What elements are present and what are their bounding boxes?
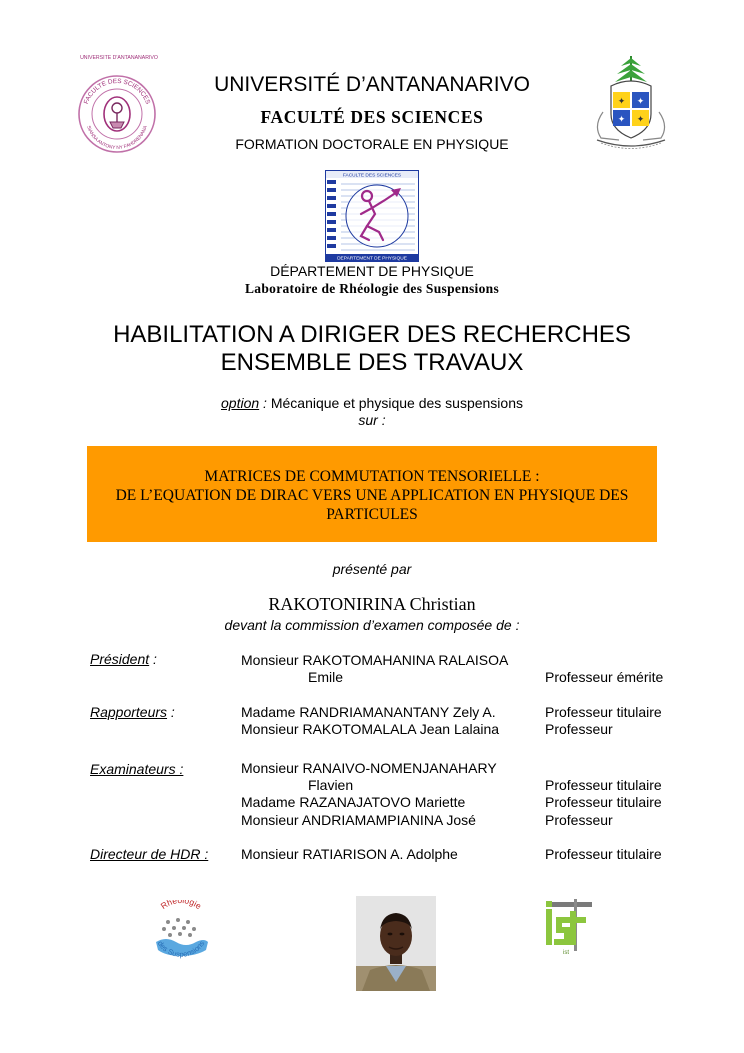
presented-by: présenté par xyxy=(332,561,412,577)
rapporteurs-label xyxy=(90,704,175,721)
president-name-line1: Monsieur RAKOTOMAHANINA RALAISOA xyxy=(241,652,509,668)
ist-label: ist xyxy=(563,950,569,955)
examinateur2-title: Professeur titulaire xyxy=(545,794,662,810)
directeur-title: Professeur titulaire xyxy=(545,846,662,862)
examinateur1-name-line1: Monsieur RANAIVO-NOMENJANAHARY xyxy=(241,760,497,776)
option-label: option xyxy=(221,395,260,411)
examinateur3-title: Professeur xyxy=(545,812,613,828)
examinateur2-name: Madame RAZANAJATOVO Mariette xyxy=(241,794,466,810)
sur-label: sur : xyxy=(358,412,386,428)
examinateur3-name: Monsieur ANDRIAMAMPIANINA José xyxy=(241,812,476,828)
thesis-title xyxy=(87,467,657,524)
department-name: DÉPARTEMENT DE PHYSIQUE xyxy=(270,263,474,279)
svg-text:✦: ✦ xyxy=(617,114,626,124)
rheologie-bottom-text: des Suspensions xyxy=(155,939,207,959)
svg-text:✦: ✦ xyxy=(617,96,626,106)
examinateur1-title: Professeur titulaire xyxy=(545,777,662,793)
thesis-title-banner xyxy=(87,446,657,542)
svg-text:Rhéologie xyxy=(159,900,204,911)
directeur-label: Directeur de HDR : xyxy=(90,846,209,862)
thesis-heading-line1: HABILITATION A DIRIGER DES RECHERCHES xyxy=(113,321,631,348)
coat-of-arms-logo xyxy=(583,52,679,156)
seal-ring-top-text: FACULTE DES SCIENCES xyxy=(82,77,152,106)
option-value: Mécanique et physique des suspensions xyxy=(270,395,523,411)
department-logo xyxy=(325,170,419,262)
committee-intro: devant la commission d’examen composée de : xyxy=(224,617,520,633)
president-label-text: Président xyxy=(90,651,150,667)
rapporteur1-name: Madame RANDRIAMANANTANY Zely A. xyxy=(241,704,496,720)
president-name-line2: Emile xyxy=(308,669,344,685)
university-name: UNIVERSITÉ D’ANTANANARIVO xyxy=(214,73,530,96)
examinateur1-name-line2: Flavien xyxy=(308,777,354,793)
dept-box-bottom-text: DEPARTEMENT DE PHYSIQUE xyxy=(337,256,407,262)
rapporteur1-title: Professeur titulaire xyxy=(545,704,662,720)
faculty-name: FACULTÉ DES SCIENCES xyxy=(260,107,484,127)
svg-text:✦: ✦ xyxy=(636,96,645,106)
examinateurs-label: Examinateurs : xyxy=(90,761,184,777)
candidate-photo xyxy=(356,896,436,991)
rapporteurs-colon: : xyxy=(167,704,175,720)
seal-ring-bottom-text: SIANSA ANTONY NY FAHDRENANA xyxy=(85,125,149,152)
directeur-name: Monsieur RATIARISON A. Adolphe xyxy=(241,846,458,862)
rheologie-top-text: Rhéologie xyxy=(158,900,204,912)
seal-top-text: UNIVERSITE D'ANTANANARIVO xyxy=(80,55,158,61)
president-colon: : xyxy=(149,651,157,667)
formation-name: FORMATION DOCTORALE EN PHYSIQUE xyxy=(235,136,509,152)
president-title: Professeur émérite xyxy=(545,669,664,685)
thesis-title-line1: MATRICES DE COMMUTATION TENSORIELLE : xyxy=(204,468,540,485)
option-separator: : xyxy=(259,395,271,411)
svg-text:✦: ✦ xyxy=(636,114,645,124)
thesis-title-line2: DE L’EQUATION DE DIRAC VERS UNE APPLICATION EN PHYSIQUE DES xyxy=(115,487,629,504)
rheologie-logo xyxy=(148,900,214,970)
ist-logo xyxy=(540,897,592,955)
rapporteur2-title: Professeur xyxy=(545,721,613,737)
rapporteurs-label-text: Rapporteurs xyxy=(90,704,168,720)
president-label xyxy=(90,651,157,668)
rapporteur2-name: Monsieur RAKOTOMALALA Jean Lalaina xyxy=(241,721,500,737)
thesis-heading-line2: ENSEMBLE DES TRAVAUX xyxy=(220,349,524,376)
dept-box-top-text: FACULTE DES SCIENCES xyxy=(342,173,402,179)
thesis-title-line3: PARTICULES xyxy=(326,506,418,523)
candidate-name: RAKOTONIRINA Christian xyxy=(268,594,476,614)
laboratory-name: Laboratoire de Rhéologie des Suspensions xyxy=(244,281,500,296)
option-line xyxy=(0,395,744,412)
